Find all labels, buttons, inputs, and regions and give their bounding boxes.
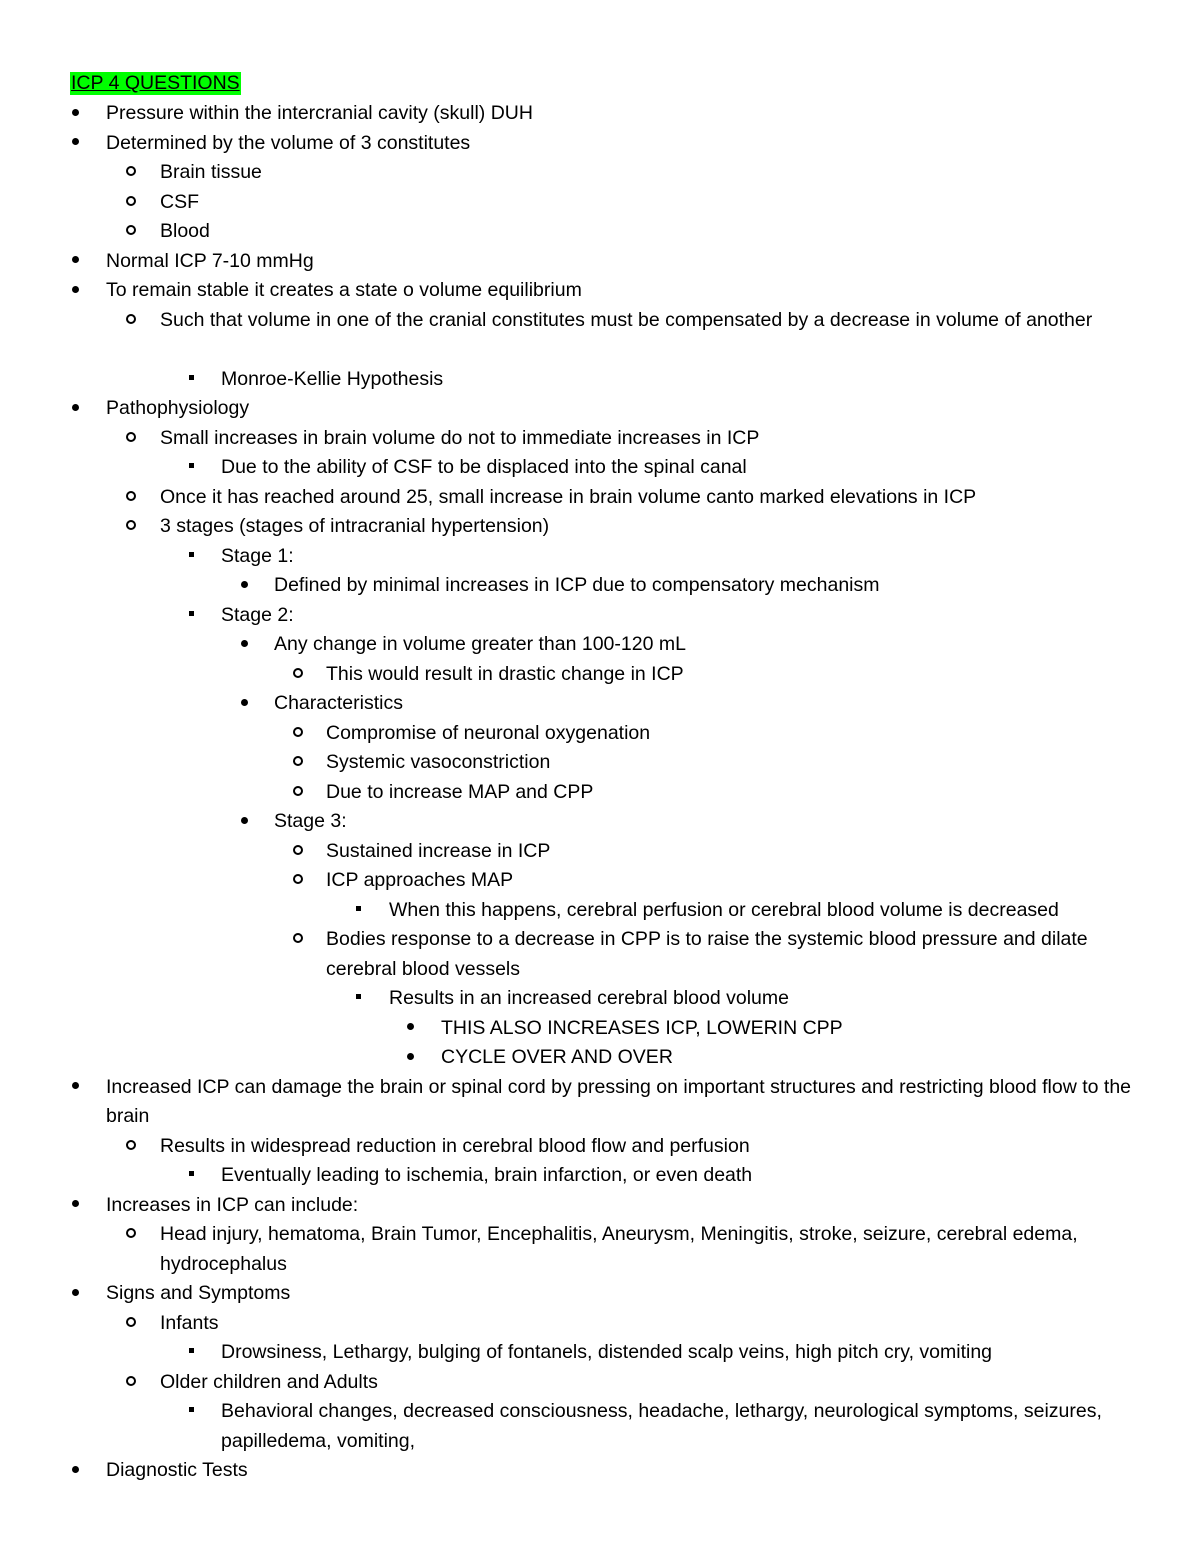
bullet-dot-icon xyxy=(68,1279,82,1309)
list-item-text: Pathophysiology xyxy=(106,397,250,419)
bullet-ring-icon xyxy=(291,660,305,690)
list-item-text: Systemic vasoconstriction xyxy=(326,751,551,773)
bullet-dot-icon xyxy=(68,99,82,129)
list-item-text: Results in widespread reduction in cerebral blood flow and perfusion xyxy=(160,1134,750,1157)
list-item xyxy=(0,571,1200,601)
list-item xyxy=(0,1161,1200,1191)
bullet-ring-icon xyxy=(291,925,305,955)
bullet-dot-icon xyxy=(68,394,82,424)
list-item xyxy=(0,424,1200,454)
list-item-text: Diagnostic Tests xyxy=(106,1459,248,1481)
list-item xyxy=(0,217,1200,247)
bullet-ring-icon xyxy=(291,866,305,896)
list-item-text: Head injury, hematoma, Brain Tumor, Encephalitis, Aneurysm, Meningitis, stroke, seizure, cerebral edema, hydrocephalus xyxy=(160,1223,1078,1275)
list-item xyxy=(0,660,1200,690)
list-item-text: Bodies response to a decrease in CPP is to raise the systemic blood pressure and dilate cerebral blood vessels xyxy=(326,928,1088,980)
bullet-square-icon xyxy=(184,1161,198,1191)
list-item-text: Drowsiness, Lethargy, bulging of fontanels, distended scalp veins, high pitch cry, vomiting xyxy=(221,1341,993,1363)
list-item xyxy=(0,158,1200,188)
list-item xyxy=(0,1338,1200,1368)
bullet-square-icon xyxy=(351,896,365,926)
list-item xyxy=(0,778,1200,808)
bullet-dot-icon xyxy=(68,1456,82,1486)
list-item xyxy=(0,1191,1200,1221)
list-item-text: Eventually leading to ischemia, brain infarction, or even death xyxy=(221,1164,753,1186)
list-item xyxy=(0,99,1200,129)
list-item xyxy=(0,1014,1200,1044)
list-item xyxy=(0,1043,1200,1073)
bullet-dot-icon xyxy=(68,1073,82,1103)
list-item xyxy=(0,188,1200,218)
list-item xyxy=(0,689,1200,719)
bullet-dot-icon xyxy=(237,807,251,837)
list-item-text: ICP approaches MAP xyxy=(326,869,514,891)
list-item xyxy=(0,719,1200,749)
list-item-text: Increases in ICP can include: xyxy=(106,1193,359,1216)
bullet-ring-icon xyxy=(124,512,138,542)
list-item xyxy=(0,630,1200,660)
list-item-text: Increased ICP can damage the brain or spinal cord by pressing on important structures and restricting blood flow to the brain xyxy=(106,1075,1132,1127)
bullet-square-icon xyxy=(184,1338,198,1368)
bullet-dot-icon xyxy=(237,571,251,601)
bullet-ring-icon xyxy=(124,1220,138,1250)
document-title: ICP 4 QUESTIONS xyxy=(71,72,240,94)
bullet-ring-icon xyxy=(291,778,305,808)
list-item-text: Sustained increase in ICP xyxy=(326,839,551,862)
list-item-text: Infants xyxy=(160,1311,219,1334)
list-item xyxy=(0,483,1200,513)
bullet-ring-icon xyxy=(124,483,138,513)
bullet-square-icon xyxy=(184,1397,198,1427)
list-item xyxy=(0,925,1200,984)
list-item xyxy=(0,1397,1200,1456)
list-item xyxy=(0,1073,1200,1132)
list-item-text: CYCLE OVER AND OVER xyxy=(441,1046,673,1068)
list-item xyxy=(0,1456,1200,1486)
list-item xyxy=(0,542,1200,572)
list-item xyxy=(0,1309,1200,1339)
list-item-text: Such that volume in one of the cranial constitutes must be compensated by a decrease in volume of another xyxy=(160,308,1093,331)
bullet-square-icon xyxy=(184,542,198,572)
bullet-dot-icon xyxy=(403,1014,417,1044)
list-item xyxy=(0,276,1200,306)
list-item-text: 3 stages (stages of intracranial hypertension) xyxy=(160,515,550,537)
bullet-ring-icon xyxy=(124,1132,138,1162)
list-item-text: Signs and Symptoms xyxy=(106,1282,291,1304)
bullet-dot-icon xyxy=(68,129,82,159)
bullet-dot-icon xyxy=(403,1043,417,1073)
list-item xyxy=(0,807,1200,837)
bullet-ring-icon xyxy=(291,748,305,778)
list-item xyxy=(0,512,1200,542)
list-item-text: Results in an increased cerebral blood volume xyxy=(389,987,789,1009)
bullet-square-icon xyxy=(351,984,365,1014)
list-item-text: Small increases in brain volume do not to immediate increases in ICP xyxy=(160,426,760,449)
list-item-text: Stage 1: xyxy=(221,544,294,567)
list-item-text: Determined by the volume of 3 constitutes xyxy=(106,131,471,154)
list-item xyxy=(0,453,1200,483)
bullet-ring-icon xyxy=(124,424,138,454)
list-item-text: This would result in drastic change in ICP xyxy=(326,662,684,685)
bullet-ring-icon xyxy=(291,719,305,749)
bullet-ring-icon xyxy=(124,1309,138,1339)
list-item xyxy=(0,601,1200,631)
bullet-square-icon xyxy=(184,365,198,395)
list-item-text: CSF xyxy=(160,190,199,213)
list-item xyxy=(0,748,1200,778)
bullet-dot-icon xyxy=(68,247,82,277)
bullet-dot-icon xyxy=(237,630,251,660)
list-item-text: Due to increase MAP and CPP xyxy=(326,780,594,803)
list-item xyxy=(0,1368,1200,1398)
list-item-text: Once it has reached around 25, small increase in brain volume canto marked elevations in ICP xyxy=(160,485,977,508)
list-item xyxy=(0,837,1200,867)
list-item xyxy=(0,129,1200,159)
list-item-text: When this happens, cerebral perfusion or cerebral blood volume is decreased xyxy=(389,898,1059,921)
list-item xyxy=(0,1220,1200,1279)
list-item xyxy=(0,896,1200,926)
list-item-text: Any change in volume greater than 100-120 mL xyxy=(274,633,686,655)
list-item xyxy=(0,306,1200,365)
document-page xyxy=(0,68,1200,1486)
list-item-text: Behavioral changes, decreased consciousness, headache, lethargy, neurological symptoms, seizures, papilledema, vomiting, xyxy=(221,1400,1102,1452)
list-item xyxy=(0,866,1200,896)
bullet-dot-icon xyxy=(237,689,251,719)
list-item-text: Normal ICP 7-10 mmHg xyxy=(106,249,314,272)
list-item xyxy=(0,984,1200,1014)
list-item-text: THIS ALSO INCREASES ICP, LOWERIN CPP xyxy=(441,1016,843,1039)
bullet-dot-icon xyxy=(68,1191,82,1221)
list-item-text: Stage 2: xyxy=(221,603,294,626)
list-item xyxy=(0,1279,1200,1309)
list-item-text: To remain stable it creates a state o volume equilibrium xyxy=(106,279,582,301)
list-item-text: Stage 3: xyxy=(274,810,347,832)
bullet-square-icon xyxy=(184,453,198,483)
bullet-list xyxy=(0,99,1200,1486)
list-item-text: Older children and Adults xyxy=(160,1370,378,1393)
list-item-text: Brain tissue xyxy=(160,161,262,183)
list-item-text: Monroe-Kellie Hypothesis xyxy=(221,367,444,390)
list-item-text: Defined by minimal increases in ICP due to compensatory mechanism xyxy=(274,574,880,596)
bullet-ring-icon xyxy=(124,217,138,247)
list-item-text: Compromise of neuronal oxygenation xyxy=(326,721,651,744)
title-line xyxy=(0,68,1200,99)
bullet-ring-icon xyxy=(291,837,305,867)
bullet-ring-icon xyxy=(124,188,138,218)
list-item-text: Due to the ability of CSF to be displaced into the spinal canal xyxy=(221,456,747,478)
list-item xyxy=(0,394,1200,424)
bullet-ring-icon xyxy=(124,158,138,188)
bullet-ring-icon xyxy=(124,1368,138,1398)
bullet-ring-icon xyxy=(124,306,138,336)
list-item xyxy=(0,247,1200,277)
bullet-square-icon xyxy=(184,601,198,631)
list-item-text: Pressure within the intercranial cavity (skull) DUH xyxy=(106,102,533,124)
bullet-dot-icon xyxy=(68,276,82,306)
list-item-text: Characteristics xyxy=(274,692,403,714)
list-item xyxy=(0,1132,1200,1162)
list-item-text: Blood xyxy=(160,220,210,242)
list-item xyxy=(0,365,1200,395)
